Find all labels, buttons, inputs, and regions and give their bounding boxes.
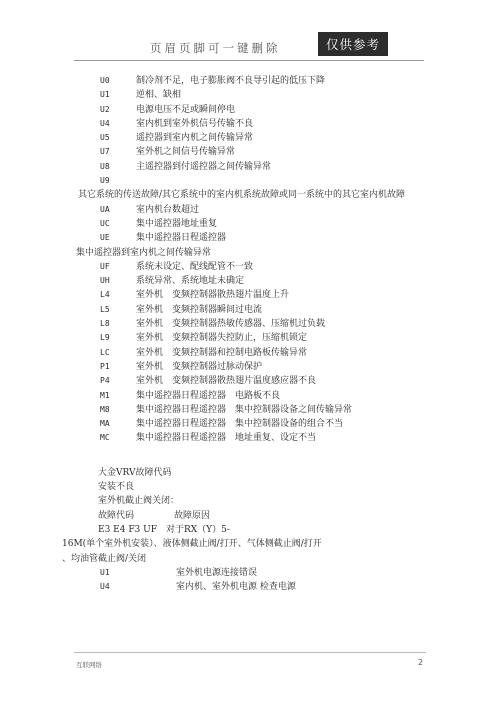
reference-badge: 仅供参考: [318, 32, 388, 56]
vrv-valve-closed: 室外机截止阀关闭：: [98, 496, 180, 507]
note-u9: 其它系统的传送故障/其它系统中的室内机系统故障或同一系统中的其它室内机故障: [78, 190, 406, 201]
fault-description: 室外机 变频控制器过脉动保护: [136, 361, 263, 372]
fault-code: U2: [100, 104, 110, 114]
fault-description: 室内机、室外机电源 检查电源: [176, 582, 296, 593]
code-row: [76, 174, 426, 188]
fault-description: 集中遥控器日程遥控器 电路板不良: [136, 390, 281, 401]
code-row: [76, 580, 426, 594]
code-row: [76, 331, 426, 345]
code-row: [76, 160, 426, 174]
code-row: [76, 74, 426, 88]
code-row: [76, 360, 426, 374]
code-row: [76, 566, 426, 580]
col-reason-header: 故障原因: [174, 510, 211, 521]
code-row: [76, 431, 426, 445]
fault-code: P4: [100, 376, 110, 386]
fault-code: U4: [100, 582, 110, 592]
fault-description: 集中遥控器日程遥控器 集中控制器设备的组合不当: [136, 419, 344, 430]
fault-description: 系统未设定、配线配管不一致: [136, 261, 254, 272]
code-row: [76, 145, 426, 159]
fault-description: 系统异常、系统地址未确定: [136, 276, 245, 287]
fault-description: 室外机 变频控制器瞬间过电流: [136, 304, 263, 315]
code-row: [76, 374, 426, 388]
code-row: [76, 217, 426, 231]
code-row: [76, 403, 426, 417]
code-row: [76, 231, 426, 245]
code-list-c: [76, 260, 426, 446]
fault-description: 集中遥控器日程遥控器 集中控制器设备之间传输异常: [136, 404, 353, 415]
code-row: [76, 203, 426, 217]
fault-code: L4: [100, 290, 110, 300]
fault-code: L5: [100, 304, 110, 314]
fault-code: UE: [100, 233, 110, 243]
fault-code: P1: [100, 361, 110, 371]
fault-description: 室外机 变频控制器散热翅片温度感应器不良: [136, 376, 317, 387]
section-gap: [76, 446, 426, 460]
fault-description: 室内机台数超过: [136, 204, 200, 215]
fault-description: 室外机电源连接错误: [176, 567, 258, 578]
fault-description: 逆相、缺相: [136, 90, 182, 101]
header-title: 页眉页脚可一键删除: [150, 41, 281, 55]
code-row: [76, 389, 426, 403]
fault-description: 电源电压不足或瞬间停电: [136, 104, 236, 115]
code-row: [76, 303, 426, 317]
col-code-header: 故障代码: [98, 510, 135, 521]
fault-description: 集中遥控器日程遥控器: [136, 233, 227, 244]
code-row: [76, 103, 426, 117]
code-row: [76, 131, 426, 145]
page-number: 2: [418, 658, 424, 667]
fault-code: UF: [100, 261, 110, 271]
fault-code: U7: [100, 147, 110, 157]
fault-code: U0: [100, 76, 110, 85]
fault-description: 主遥控器到付遥控器之间传输异常: [136, 161, 272, 172]
code-row: [76, 346, 426, 360]
fault-code: U9: [100, 176, 110, 186]
fault-code: U4: [100, 118, 110, 128]
fault-code: M8: [100, 404, 110, 414]
code-row: [76, 88, 426, 102]
vrv-column-headers: [76, 509, 426, 523]
vrv-e-line-2: 16M(单个室外机安装）、液体侧截止阀/打开、气体侧截止阀/打开: [62, 539, 322, 550]
code-row: [76, 288, 426, 302]
fault-code: UH: [100, 276, 110, 286]
footer-source: 互联网络: [76, 661, 102, 669]
fault-code: U1: [100, 567, 110, 577]
code-list-a: [76, 74, 426, 188]
header-divider: [74, 60, 424, 61]
fault-description: 室外机之间信号传输异常: [136, 147, 236, 158]
vrv-e-line-1: E3 E4 F3 UF 对于RX（Y）5-: [98, 524, 230, 535]
footer-divider: [74, 652, 426, 653]
fault-code: LC: [100, 347, 110, 357]
fault-description: 室内机到室外机信号传输不良: [136, 118, 254, 129]
fault-code: UA: [100, 204, 110, 214]
fault-description: 室外机 变频控制器散热翅片温度上升: [136, 290, 290, 301]
fault-code: MC: [100, 433, 110, 443]
vrv-install: 安装不良: [98, 482, 135, 493]
fault-description: 室外机 变频控制器和控制电路板传输异常: [136, 347, 308, 358]
fault-description: 室外机 变频控制器热敏传感器、压缩机过负载: [136, 319, 326, 330]
code-row: [76, 317, 426, 331]
fault-code: U5: [100, 133, 110, 143]
code-row: [76, 260, 426, 274]
fault-description: 制冷剂不足，电子膨胀阀不良导引起的低压下降: [136, 76, 326, 86]
fault-code: L9: [100, 333, 110, 343]
note-ue: 集中遥控器到室内机之间传输异常: [76, 247, 212, 258]
document-body: [62, 74, 426, 594]
vrv-title: 大金VRV故障代码: [98, 467, 172, 478]
fault-code: MA: [100, 419, 110, 429]
fault-description: 集中遥控器日程遥控器 地址重复、设定不当: [136, 433, 317, 444]
fault-code: U1: [100, 90, 110, 100]
vrv-e-line-3: 、均油管截止阀/关闭: [62, 553, 147, 564]
page-header: [0, 0, 500, 70]
fault-code: U8: [100, 161, 110, 171]
fault-description: 遥控器到室内机之间传输异常: [136, 133, 254, 144]
vrv-code-list: [76, 566, 426, 595]
code-list-b: [76, 203, 426, 246]
fault-description: 集中遥控器地址重复: [136, 218, 218, 229]
fault-code: UC: [100, 218, 110, 228]
fault-code: L8: [100, 319, 110, 329]
fault-code: M1: [100, 390, 110, 400]
code-row: [76, 417, 426, 431]
code-row: [76, 274, 426, 288]
fault-description: 室外机 变频控制器失控防止，压缩机锁定: [136, 333, 308, 344]
code-row: [76, 117, 426, 131]
